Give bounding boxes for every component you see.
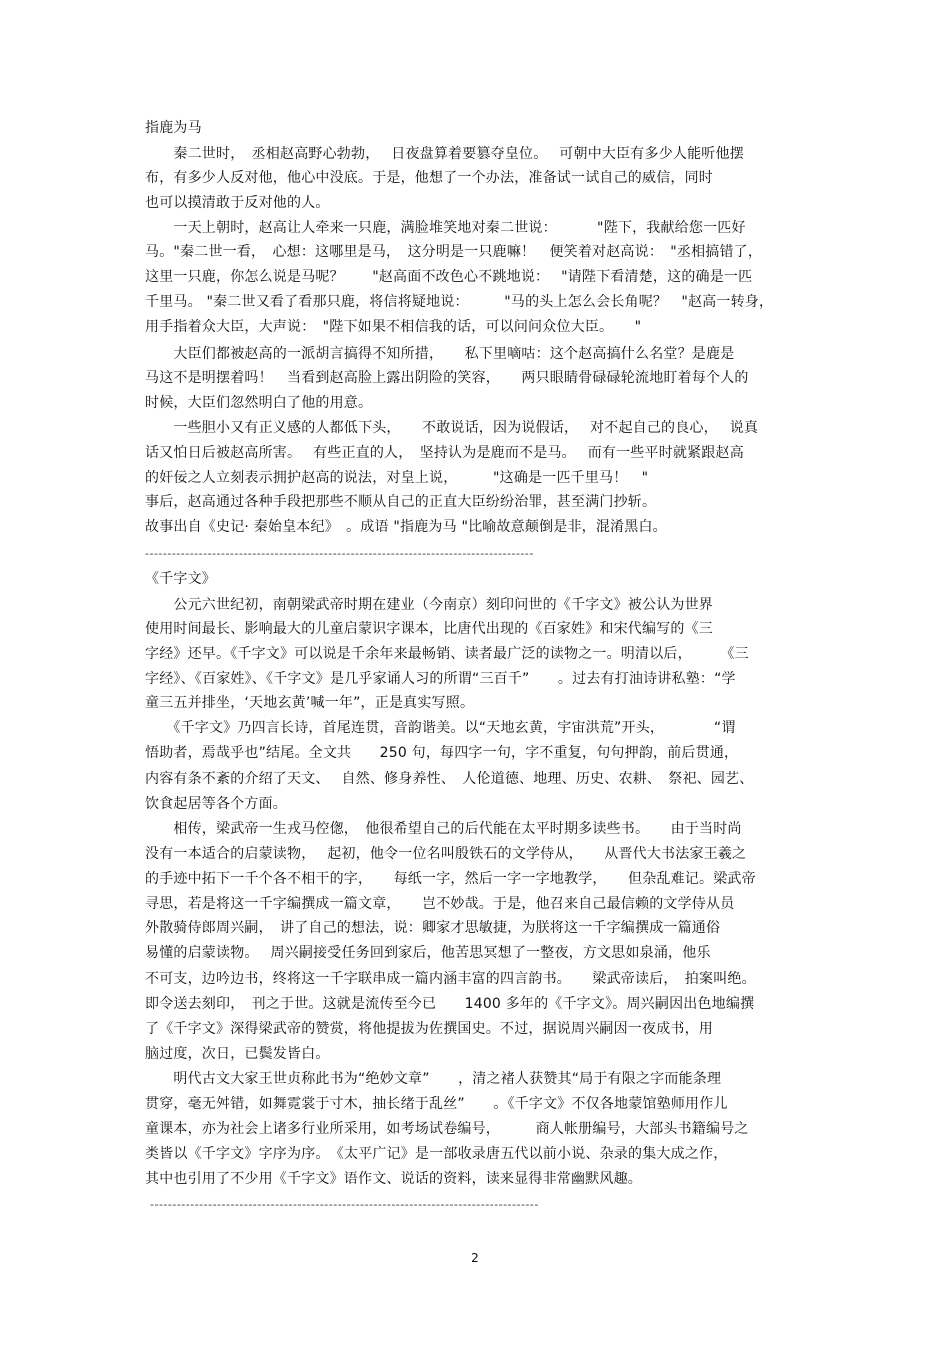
story-line: 即令送去刻印， 刊之于世。这就是流传至今已 1400 多年的《千字文》。周兴嗣因出色地编撰 (145, 996, 755, 1012)
story-line: 千里马。 "秦二世又看了看那只鹿，将信将疑地说： "马的头上怎么会长角呢？ "赵高一转身， (145, 294, 774, 310)
story-line: 的手迹中拓下一千个各不相干的字， 每纸一字，然后一字一字地教学， 但杂乱难记。梁武帝 (145, 871, 756, 887)
story-line: 内容有条不紊的介绍了天文、 自然、修身养性、 人伦道德、地理、历史、农耕、 祭祀、园艺、 (145, 771, 754, 787)
story-line: 故事出自《史记· 秦始皇本纪》 。成语 "指鹿为马 "比喻故意颠倒是非，混淆黑白。 (145, 519, 667, 535)
story-line: 明代古文大家王世贞称此书为“绝妙文章” ，清之褚人获赞其“局于有限之字而能条理 (145, 1071, 722, 1087)
story-line: 外散骑侍郎周兴嗣， 讲了自己的想法，说：卿家才思敏捷，为朕将这一千字编撰成一篇通俗 (145, 920, 721, 936)
story-line: 易懂的启蒙读物。 周兴嗣接受任务回到家后，他苦思冥想了一整夜，方文思如泉涌，他乐 (145, 945, 711, 961)
separator-line: --------------------------------------------------------------------------------------- (145, 547, 534, 560)
story-line: 大臣们都被赵高的一派胡言搞得不知所措， 私下里嘀咕：这个赵高搞什么名堂？是鹿是 (145, 346, 735, 362)
story-title: 《千字文》 (145, 571, 216, 587)
story-line: 《千字文》乃四言长诗，首尾连贯，音韵谐美。以“天地玄黄，宇宙洪荒”开头， “谓 (145, 720, 736, 736)
story-line: 不可支，边吟边书，终将这一千字联串成一篇内涵丰富的四言韵书。 梁武帝读后， 拍案叫绝。 (145, 971, 756, 987)
story-line: 也可以摸清敢于反对他的人。 (145, 195, 330, 211)
story-line: 贯穿，毫无舛错，如舞霓裳于寸木，抽长绪于乱丝” 。《千字文》不仅各地蒙馆塾师用作儿 (145, 1096, 728, 1112)
story-line: 字经》、《百家姓》、《千字文》是几乎家诵人习的所谓“三百千” 。过去有打油诗讲私塾：“学 (145, 671, 736, 687)
story-line: 用手指着众大臣，大声说： "陛下如果不相信我的话，可以问问众位大臣。 " (145, 319, 642, 335)
story-line: 马。"秦二世一看， 心想：这哪里是马， 这分明是一只鹿嘛！ 便笑着对赵高说： "丞相搞错了， (145, 244, 763, 260)
story-line: 类皆以《千字文》字序为序。 《太平广记》是一部收录唐五代以前小说、杂录的集大成之作， (145, 1146, 728, 1162)
story-line: 的奸佞之人立刻表示拥护赵高的说法，对皇上说， "这确是一匹千里马！ " (145, 470, 649, 486)
story-line: 了《千字文》深得梁武帝的赞赏，将他提拔为佐撰国史。不过，据说周兴嗣因一夜成书，用 (145, 1021, 713, 1037)
story-line: 秦二世时， 丞相赵高野心勃勃， 日夜盘算着要篡夺皇位。 可朝中大臣有多少人能听他摆 (145, 146, 744, 162)
story-line: 一天上朝时，赵高让人牵来一只鹿，满脸堆笑地对秦二世说： "陛下，我献给您一匹好 (145, 220, 746, 236)
story-line: 悟助者，焉哉乎也”结尾。全文共 250 句，每四字一句，字不重复，句句押韵，前后贯通， (145, 745, 739, 761)
story-line: 饮食起居等各个方面。 (145, 796, 287, 812)
page-number: 2 (471, 1251, 479, 1265)
story-line: 字经》还早。《千字文》可以说是千余年来最畅销、读者最广泛的读物之一。明清以后， 《三 (145, 646, 749, 662)
story-line: 公元六世纪初，南朝梁武帝时期在建业（今南京）刻印问世的《千字文》被公认为世界 (145, 597, 713, 613)
story-line: 童三五并排坐，‘天地玄黄’喊一年”，正是真实写照。 (145, 695, 475, 711)
story-line: 事后，赵高通过各种手段把那些不顺从自己的正直大臣纷纷治罪，甚至满门抄斩。 (145, 494, 657, 510)
story-line: 这里一只鹿，你怎么说是马呢？ "赵高面不改色心不跳地说： "请陛下看清楚，这的确是一匹 (145, 269, 753, 285)
story-line: 寻思，若是将这一千字编撰成一篇文章， 岂不妙哉。于是，他召来自己最信赖的文学侍从员 (145, 896, 735, 912)
story-line: 话又怕日后被赵高所害。 有些正直的人， 坚持认为是鹿而不是马。 而有一些平时就紧跟赵高 (145, 445, 744, 461)
story-line: 时候，大臣们忽然明白了他的用意。 (145, 395, 373, 411)
story-line: 布，有多少人反对他，他心中没底。于是，他想了一个办法，准备试一试自己的威信，同时 (145, 170, 713, 186)
story-line: 脑过度，次日，已鬓发皆白。 (145, 1046, 330, 1062)
story-line: 一些胆小又有正义感的人都低下头， 不敢说话，因为说假话， 对不起自己的良心， 说真 (145, 420, 759, 436)
story-line: 使用时间最长、影响最大的儿童启蒙识字课本，比唐代出现的《百家姓》和宋代编写的《三 (145, 621, 713, 637)
story-line: 没有一本适合的启蒙读物， 起初，他令一位名叫殷铁石的文学侍从， 从晋代大书法家王羲之 (145, 846, 747, 862)
story-line: 童课本，亦为社会上诸多行业所采用，如考场试卷编号， 商人帐册编号，大部头书籍编号之 (145, 1121, 749, 1137)
story-line: 相传，梁武帝一生戎马倥偬， 他很希望自己的后代能在太平时期多读些书。 由于当时尚 (145, 821, 742, 837)
separator-line: --------------------------------------------------------------------------------------- (150, 1198, 539, 1211)
story-title: 指鹿为马 (145, 120, 202, 136)
story-line: 马这不是明摆着吗！ 当看到赵高脸上露出阴险的笑容， 两只眼睛骨碌碌轮流地盯着每个人的 (145, 370, 749, 386)
story-line: 其中也引用了不少用《千字文》语作文、说话的资料，读来显得非常幽默风趣。 (145, 1171, 642, 1187)
